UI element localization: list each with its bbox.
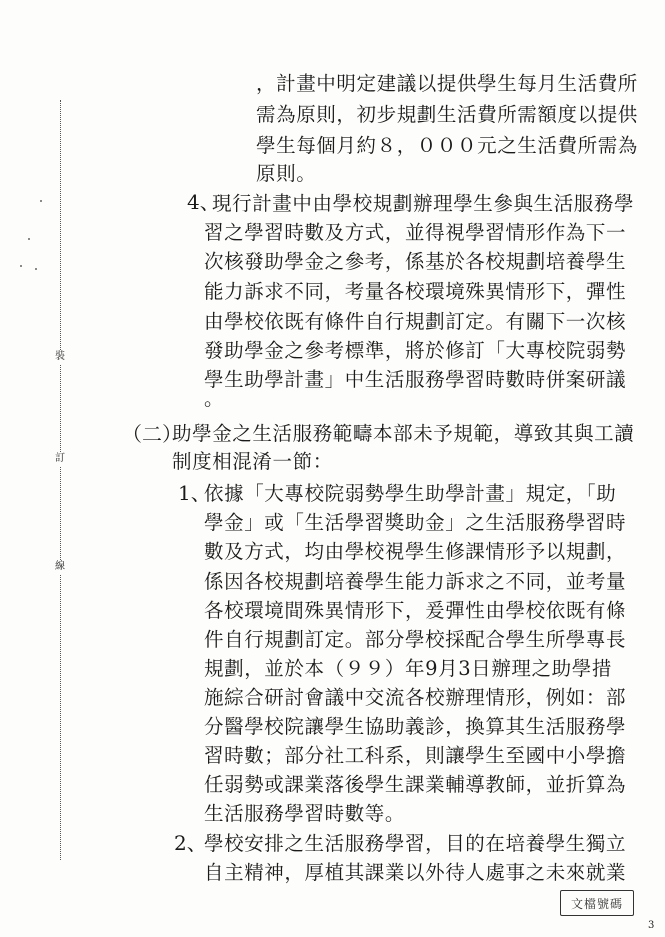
text-line: 依據「大專校院弱勢學生助學計畫」規定，「助 — [204, 482, 617, 505]
text-line: 由學校依既有條件自行規劃訂定。有關下一次核 — [204, 310, 627, 333]
text-line: 。 — [204, 387, 225, 410]
text-line: 習時數；部分社工科系，則讓學生至國中小學擔 — [204, 744, 627, 767]
text-line: 學金」或「生活學習獎助金」之生活服務學習時 — [204, 511, 627, 534]
text-line: 制度相混淆一節： — [172, 450, 333, 473]
binding-label-ding: 訂 — [55, 453, 65, 464]
speck — [28, 238, 30, 240]
speck — [20, 265, 22, 267]
text-line: 現行計畫中由學校規劃辦理學生參與生活服務學 — [212, 192, 635, 215]
speck — [35, 268, 37, 270]
text-line: ，計畫中明定建議以提供學生每月生活費所 — [256, 72, 638, 95]
text-line: 習之學習時數及方式，並得視學習情形作為下一 — [204, 221, 627, 244]
text-line: 規劃，並於本（９９）年9月3日辦理之助學措 — [204, 657, 612, 680]
text-line: 數及方式，均由學校視學生修課情形予以規劃， — [204, 540, 627, 563]
section-number: （二） — [122, 422, 182, 446]
text-line: 次核發助學金之參考，係基於各校規劃培養學生 — [204, 250, 627, 273]
text-line: 任弱勢或課業落後學生課業輔導教師，並折算為 — [204, 773, 627, 796]
item-number: 4、 — [187, 190, 220, 214]
text-line: 各校環境間殊異情形下，爰彈性由學校依既有條 — [204, 599, 627, 622]
text-line: 件自行規劃訂定。部分學校採配合學生所學專長 — [204, 628, 627, 651]
document-stamp: 文檔號碼 — [560, 890, 634, 916]
text-line: 原則。 — [256, 162, 317, 185]
text-line: 學生每個月約８，０００元之生活費所需為 — [256, 134, 638, 157]
text-line: 施綜合研討會議中交流各校辦理情形，例如：部 — [204, 686, 627, 709]
text-line: 生活服務學習時數等。 — [204, 802, 406, 825]
text-line: 係因各校規劃培養學生能力訴求之不同，並考量 — [204, 570, 627, 593]
item-number: 1、 — [178, 481, 211, 505]
item-number: 2、 — [174, 831, 207, 855]
text-line: 發助學金之參考標準，將於修訂「大專校院弱勢 — [204, 339, 627, 362]
text-line: 分醫學校院讓學生協助義診，換算其生活服務學 — [204, 715, 627, 738]
text-line: 助學金之生活服務範疇本部未予規範，導致其與工讀 — [172, 422, 635, 445]
binding-line — [60, 100, 61, 860]
text-line: 需為原則，初步規劃生活費所需額度以提供 — [256, 103, 638, 126]
binding-label-zhuang: 裝 — [55, 351, 65, 362]
speck — [40, 200, 42, 202]
text-line: 學生助學計畫」中生活服務學習時數時併案研議 — [204, 368, 627, 391]
text-line: 學校安排之生活服務學習，目的在培養學生獨立 — [204, 832, 627, 855]
page-number: 3 — [648, 920, 655, 931]
text-line: 能力訴求不同，考量各校環境殊異情形下，彈性 — [204, 280, 627, 303]
text-line: 自主精神，厚植其課業以外待人處事之未來就業 — [204, 861, 627, 884]
binding-label-xian: 線 — [55, 561, 65, 572]
